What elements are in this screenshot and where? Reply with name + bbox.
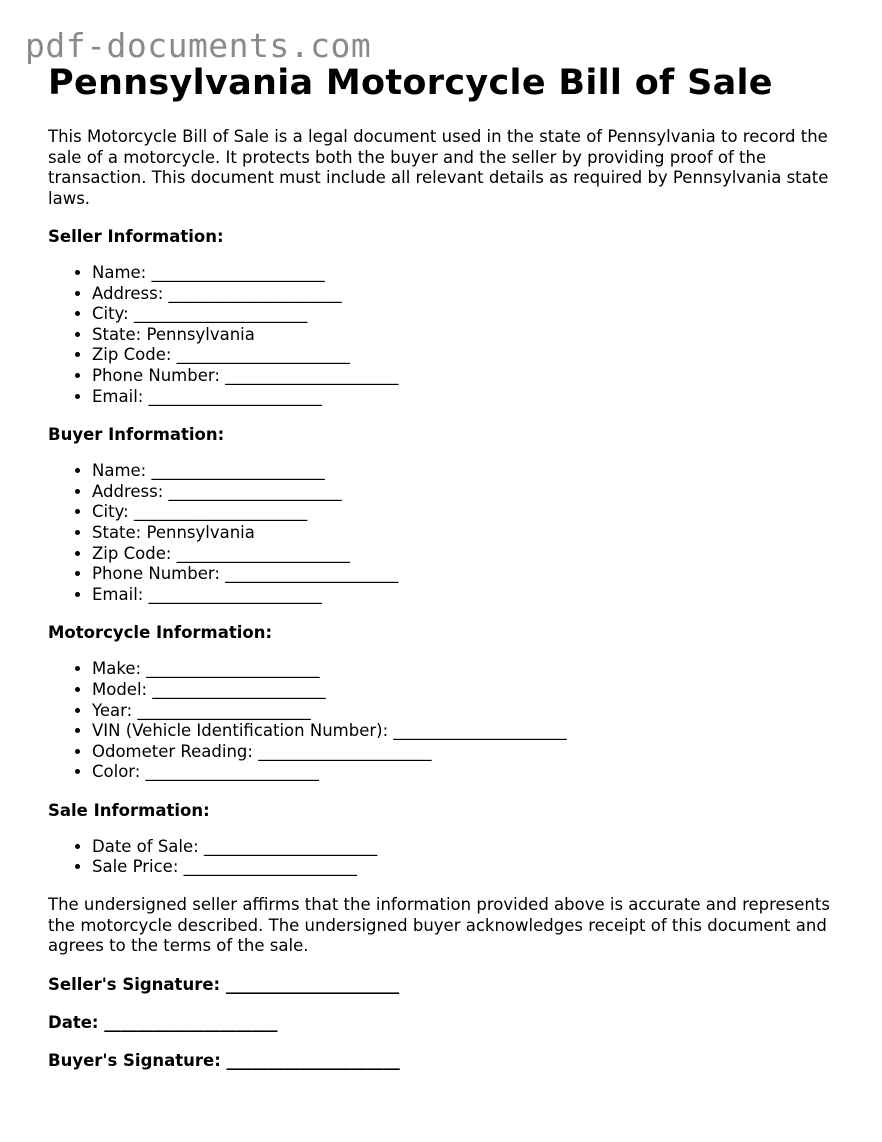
seller-zip-line: • Zip Code: _____________________ (92, 345, 848, 366)
buyer-info-list (48, 461, 848, 605)
motorcycle-make-line: • Make: _____________________ (92, 659, 848, 680)
document-page (48, 60, 848, 1071)
sale-info-list (48, 837, 848, 878)
seller-name-line: • Name: _____________________ (92, 263, 848, 284)
intro-paragraph: This Motorcycle Bill of Sale is a legal document used in the state of Pennsylvania to record the sale of a motorcycle. It protects both the buyer and the seller by providing proof of the transaction. This document must include all relevant details as required by Pennsylvania state laws. (48, 127, 829, 208)
seller-signature-line: Seller's Signature: _____________________ (48, 974, 400, 994)
sale-date-line: • Date of Sale: _____________________ (92, 837, 848, 858)
buyer-signature-line: Buyer's Signature: _____________________ (48, 1050, 400, 1070)
sale-section-title: Sale Information: (48, 800, 210, 820)
seller-info-list (48, 263, 848, 407)
motorcycle-info-list (48, 659, 848, 783)
seller-phone-line: • Phone Number: _____________________ (92, 366, 848, 387)
motorcycle-odometer-line: • Odometer Reading: _____________________ (92, 742, 848, 763)
buyer-email-line: • Email: _____________________ (92, 585, 848, 606)
sale-price-line: • Sale Price: _____________________ (92, 857, 848, 878)
motorcycle-color-line: • Color: _____________________ (92, 762, 848, 783)
buyer-name-line: • Name: _____________________ (92, 461, 848, 482)
motorcycle-section-title: Motorcycle Information: (48, 623, 273, 643)
motorcycle-model-line: • Model: _____________________ (92, 680, 848, 701)
seller-email-line: • Email: _____________________ (92, 387, 848, 408)
motorcycle-vin-line: • VIN (Vehicle Identification Number): _____________________ (92, 721, 848, 742)
seller-section-title: Seller Information: (48, 227, 224, 246)
closing-paragraph: The undersigned seller affirms that the information provided above is accurate and represents the motorcycle described. The undersigned buyer acknowledges receipt of this document and agrees to the terms of the sale. (48, 895, 830, 956)
document-title: Pennsylvania Motorcycle Bill of Sale (48, 63, 773, 103)
buyer-city-line: • City: _____________________ (92, 502, 848, 523)
watermark: pdf-documents.com (25, 26, 372, 65)
signature-date-line: Date: _____________________ (48, 1012, 278, 1032)
seller-state-line: • State: Pennsylvania (92, 325, 848, 346)
motorcycle-year-line: • Year: _____________________ (92, 701, 848, 722)
seller-address-line: • Address: _____________________ (92, 284, 848, 305)
buyer-state-line: • State: Pennsylvania (92, 523, 848, 544)
buyer-zip-line: • Zip Code: _____________________ (92, 544, 848, 565)
buyer-address-line: • Address: _____________________ (92, 482, 848, 503)
buyer-phone-line: • Phone Number: _____________________ (92, 564, 848, 585)
seller-city-line: • City: _____________________ (92, 304, 848, 325)
buyer-section-title: Buyer Information: (48, 425, 225, 445)
